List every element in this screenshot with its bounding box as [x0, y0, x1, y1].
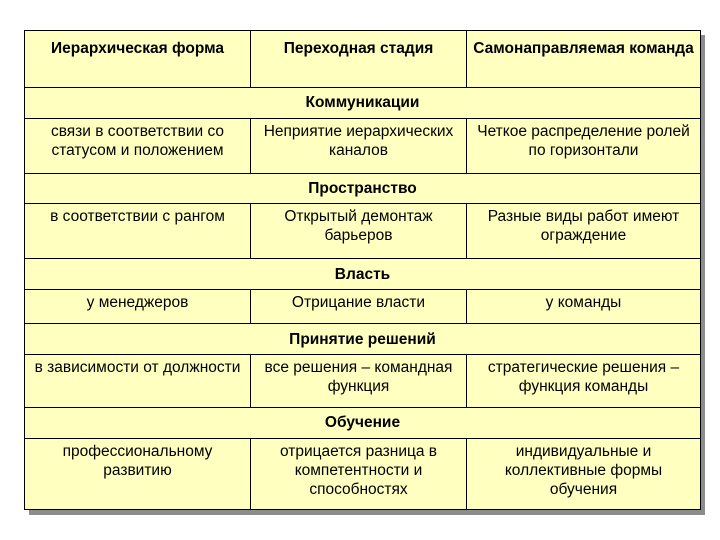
section-title-communications: Коммуникации: [25, 88, 701, 119]
table-row: [25, 355, 701, 408]
section-row: [25, 324, 701, 355]
cell: у менеджеров: [25, 289, 251, 324]
cell: профессиональному развитию: [25, 438, 251, 509]
header-cell-transitional: Переходная стадия: [251, 31, 467, 88]
cell: индивидуальные и коллективные формы обучения: [467, 438, 701, 509]
table-row: [25, 438, 701, 509]
header-cell-hierarchical: Иерархическая форма: [25, 31, 251, 88]
section-row: [25, 173, 701, 204]
section-row: [25, 88, 701, 119]
table-row: [25, 204, 701, 259]
cell: у команды: [467, 289, 701, 324]
cell: Четкое распределение ролей по горизонтали: [467, 118, 701, 173]
cell: Отрицание власти: [251, 289, 467, 324]
table-row: [25, 118, 701, 173]
comparison-table: [24, 30, 701, 510]
header-cell-self-directed: Самонаправляемая команда: [467, 31, 701, 88]
cell: Неприятие иерархических каналов: [251, 118, 467, 173]
table-frame: [24, 30, 700, 510]
section-row: [25, 408, 701, 439]
table-row: [25, 289, 701, 324]
section-title-space: Пространство: [25, 173, 701, 204]
cell: стратегические решения – функция команды: [467, 355, 701, 408]
section-row: [25, 259, 701, 290]
section-title-power: Власть: [25, 259, 701, 290]
cell: связи в соответствии со статусом и положением: [25, 118, 251, 173]
section-title-learning: Обучение: [25, 408, 701, 439]
cell: все решения – командная функция: [251, 355, 467, 408]
section-title-decision-making: Принятие решений: [25, 324, 701, 355]
header-row: [25, 31, 701, 88]
cell: Разные виды работ имеют ограждение: [467, 204, 701, 259]
cell: в соответствии с рангом: [25, 204, 251, 259]
cell: отрицается разница в компетентности и способностях: [251, 438, 467, 509]
cell: Открытый демонтаж барьеров: [251, 204, 467, 259]
cell: в зависимости от должности: [25, 355, 251, 408]
